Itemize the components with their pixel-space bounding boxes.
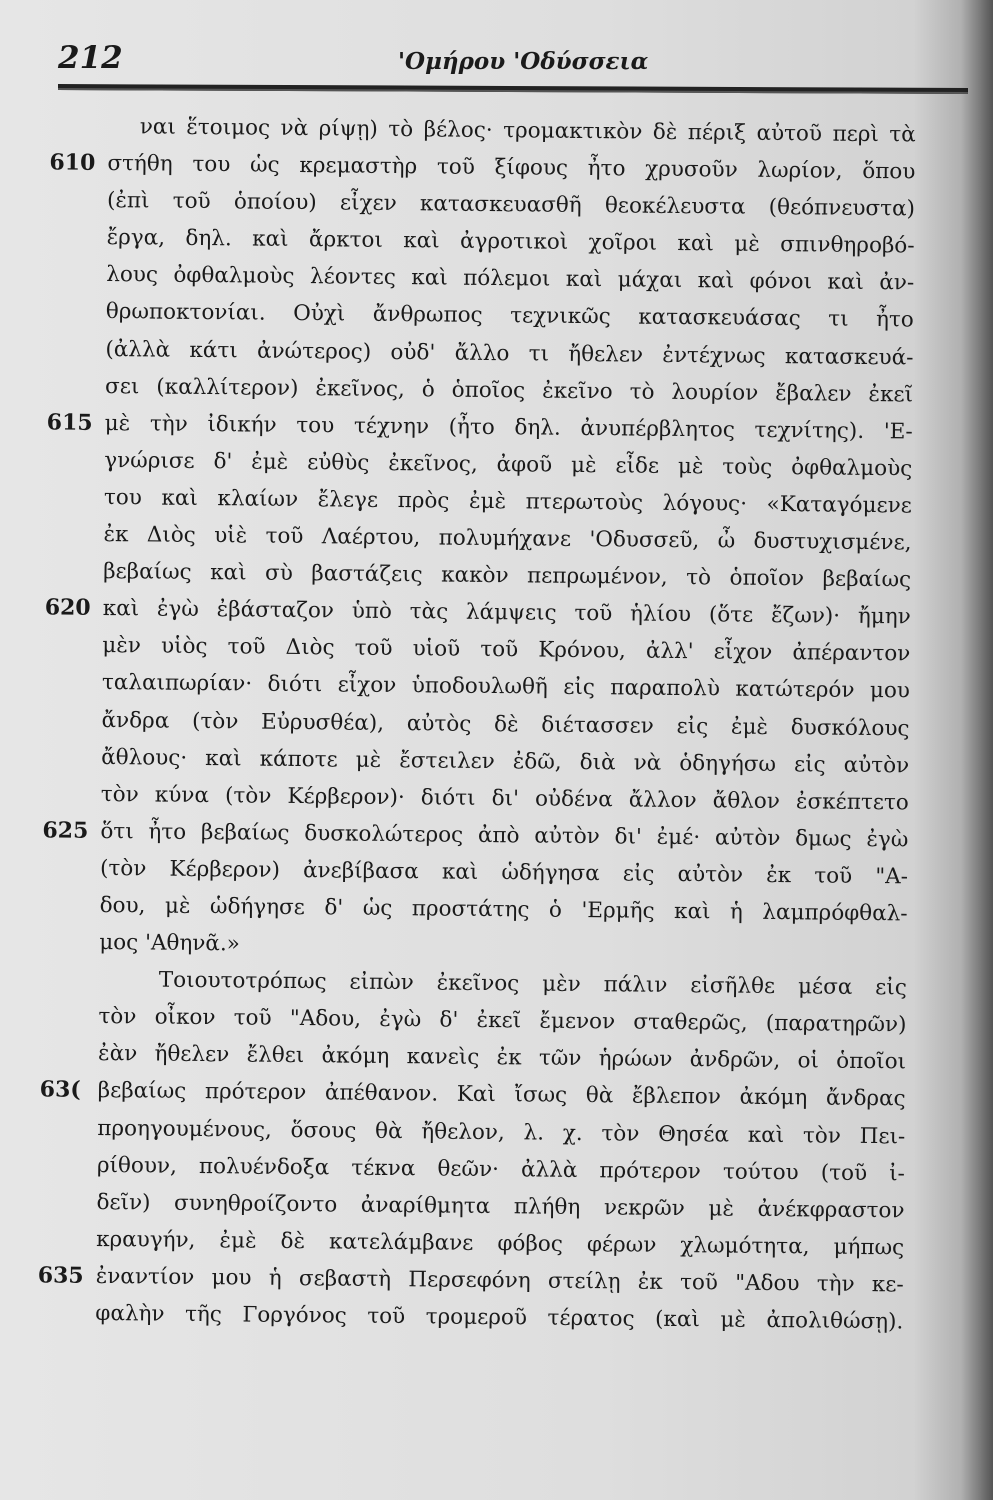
page-edge-shadow (961, 0, 993, 1500)
text-line: θρωποκτονίαι. Οὐχὶ ἄνθρωπος τεχνικῶς κατασκευάσας τι ἦτο (105, 299, 914, 333)
text-line: τὸν οἶκον τοῦ "Αδου, ἐγὼ δ' ἐκεῖ ἔμενον σταθερῶς, (παρατηρῶν) (98, 1004, 907, 1038)
line-number: 615 (46, 409, 93, 436)
line-number: 620 (44, 594, 91, 622)
text-line: δεῖν) συνηθροίζοντο ἀναρίθμητα πλήθη νεκρῶν μὲ ἀνέκφραστον (96, 1189, 905, 1224)
text-line: (ἐπὶ τοῦ ὁποίου) εἶχεν κατασκευασθῆ θεοκέλευστα (θεόπνευστα) (106, 188, 916, 222)
text-line: βεβαίως καὶ σὺ βαστάζεις κακὸν πεπρωμένον, τὸ ὁποῖον βεβαίως (103, 559, 912, 593)
header-rule (58, 84, 968, 94)
text-line: 625 ὅτι ἦτο βεβαίως δυσκολώτερος ἀπὸ αὐτὸν δι' ἐμέ· αὐτὸν δμως ἐγὼ (100, 813, 908, 859)
text-line: ναι ἕτοιμος νὰ ρίψῃ) τὸ βέλος· τρομακτικὸν δὲ πέριξ αὐτοῦ περὶ τὰ (139, 114, 916, 148)
text-line: μὲν υἱὸς τοῦ Διὸς τοῦ υἱοῦ τοῦ Κρόνου, ἀλλ' εἶχον ἀπέραντον (102, 633, 911, 667)
line-number: 63( (39, 1076, 81, 1104)
text-line: 610 στήθη του ὡς κρεμαστὴρ τοῦ ξίφους ἦτο χρυσοῦν λωρίον, ὅπου (107, 145, 915, 191)
text-line: ἄθλους· καὶ κάποτε μὲ ἔστειλεν ἐδῶ, διὰ νὰ ὁδηγήσω εἰς αὐτὸν (101, 744, 910, 779)
text-line: μος 'Αθηνᾶ.» (99, 930, 241, 957)
line-number: 635 (37, 1262, 84, 1289)
text-line: ἐκ Διὸς υἱὲ τοῦ Λαέρτου, πολυμήχανε 'Οδυσσεῦ, ὦ δυστυχισμένε, (103, 522, 912, 556)
text-line: 620 καὶ ἐγὼ ἐβάσταζον ὑπὸ τὰς λάμψεις τοῦ ἡλίου (ὅτε ἔζων)· ἤμην (103, 590, 911, 636)
text-line: 63( βεβαίως πρότερον ἀπέθανον. Καὶ ἴσως θὰ ἔβλεπον ἀκόμη ἄνδρας (98, 1072, 906, 1118)
text-line: γνώρισε δ' ἐμὲ εὐθὺς ἐκεῖνος, ἀφοῦ μὲ εἶδε μὲ τοὺς ὀφθαλμοὺς (104, 447, 913, 482)
text-line: σει (καλλίτερον) ἐκεῖνος, ὁ ὁποῖος ἐκεῖνο τὸ λουρίον ἔβαλεν ἐκεῖ (104, 373, 914, 408)
body-text (37, 108, 916, 1340)
text-line: (ἀλλὰ κάτι ἀνώτερος) οὐδ' ἄλλο τι ἤθελεν ἐντέχνως κατασκευά- (105, 336, 914, 371)
text-line: κραυγήν, ἐμὲ δὲ κατελάμβανε φόβος φέρων χλωμότητα, μήπως (96, 1226, 905, 1261)
text-line: ρίθουν, πολυένδοξα τέκνα θεῶν· ἀλλὰ πρότερον τούτου (τοῦ ἰ- (96, 1152, 906, 1187)
text-line: λους ὀφθαλμοὺς λέοντες καὶ πόλεμοι καὶ μάχαι καὶ φόνοι καὶ ἀν- (106, 262, 915, 296)
running-title: 'Ομήρου 'Οδύσσεια (398, 48, 649, 75)
text-line: φαλὴν τῆς Γοργόνος τοῦ τρομεροῦ τέρατος (καὶ μὲ ἀπολιθώσῃ). (95, 1300, 904, 1335)
text-line: δου, μὲ ὡδήγησε δ' ὡς προστάτης ὁ 'Ερμῆς καὶ ἡ λαμπρόφθαλ- (99, 892, 908, 927)
text-line: ἔργα, δηλ. καὶ ἄρκτοι καὶ ἀγροτικοὶ χοῖροι καὶ μὲ σπινθηροβό- (106, 225, 915, 259)
text-line: προηγουμένους, ὅσους θὰ ἤθελον, λ. χ. τὸν Θησέα καὶ τὸν Πει- (97, 1115, 906, 1149)
text-line: 615 μὲ τὴν ἰδικήν του τέχνην (ἦτο δηλ. ἀνυπέρβλητος τεχνίτης). 'Ε- (105, 405, 913, 451)
text-line: ἐὰν ἤθελεν ἔλθει ἀκόμη κανεὶς ἐκ τῶν ἡρώων ἀνδρῶν, οἱ ὁποῖοι (97, 1041, 907, 1075)
text-line: ἄνδρα (τὸν Εὐρυσθέα), αὐτὸς δὲ διέτασσεν εἰς ἐμὲ δυσκόλους (101, 707, 910, 741)
line-number: 625 (42, 817, 89, 844)
text-line: ταλαιπωρίαν· διότι εἶχον ὑποδουλωθῆ εἰς παραπολὺ κατώτερόν μου (101, 670, 911, 704)
text-line: (τὸν Κέρβερον) ἀνεβίβασα καὶ ὡδήγησα εἰς αὐτὸν ἐκ τοῦ "Α- (99, 855, 909, 890)
text-line: Τοιουτοτρόπως εἰπὼν ἐκεῖνος μὲν πάλιν εἰσῆλθε μέσα εἰς (158, 967, 907, 1001)
text-line: τὸν κύνα (τὸν Κέρβερον)· διότι δι' οὐδένα ἄλλον ἄθλον ἐσκέπτετο (100, 781, 909, 816)
page-number: 212 (58, 40, 123, 76)
text-line: 635 ἐναντίον μου ἡ σεβαστὴ Περσεφόνη στείλῃ ἐκ τοῦ "Αδου τὴν κε- (96, 1258, 904, 1304)
text-line: του καὶ κλαίων ἔλεγε πρὸς ἐμὲ πτερωτοὺς λόγους· «Καταγόμενε (103, 484, 913, 519)
line-number: 610 (49, 149, 96, 176)
